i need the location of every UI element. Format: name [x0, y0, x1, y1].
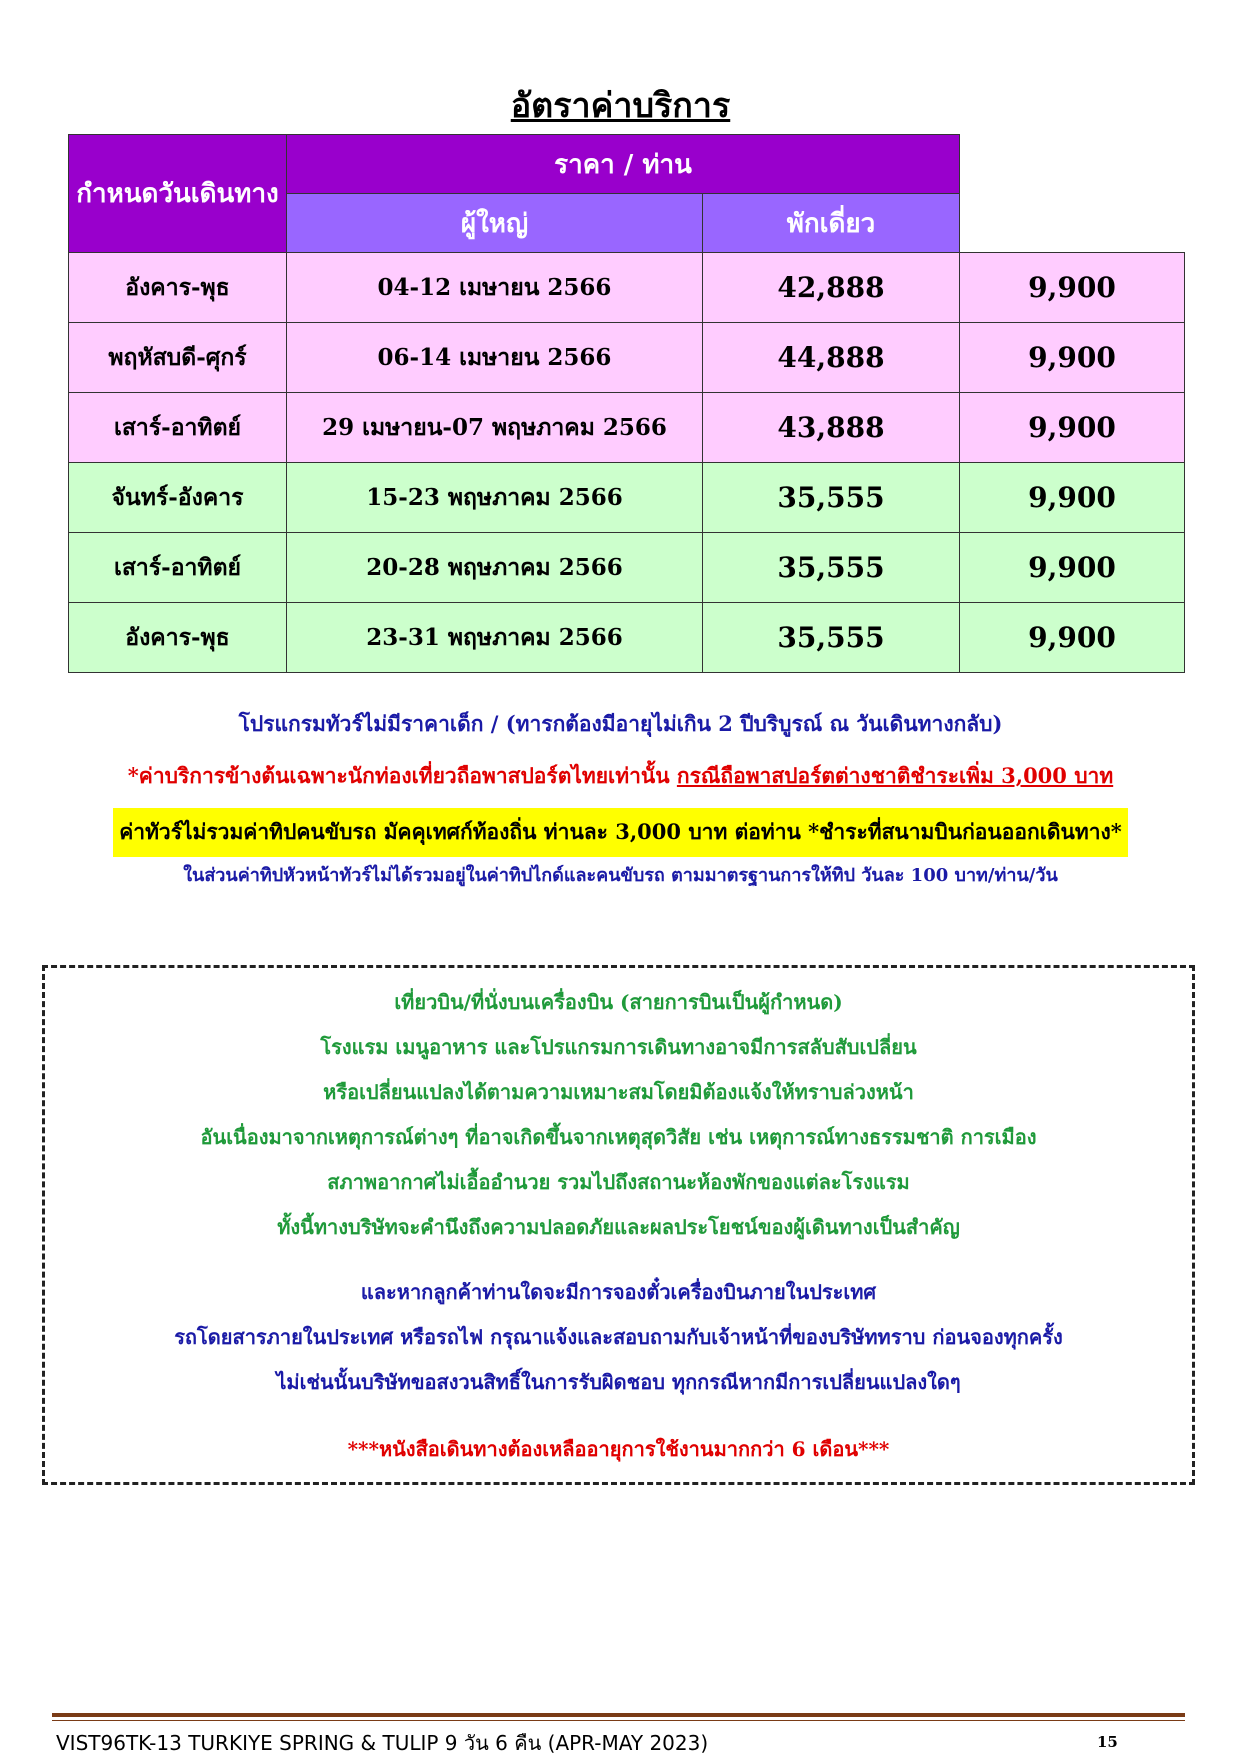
- table-row: [69, 393, 1185, 463]
- condition-line: สภาพอากาศไม่เอื้ออำนวย รวมไปถึงสถานะห้องพักของแต่ละโรงแรม: [327, 1170, 910, 1194]
- row-adult-price: 44,888: [703, 323, 960, 393]
- row-single-price: 9,900: [960, 463, 1185, 533]
- condition-line: อันเนื่องมาจากเหตุการณ์ต่างๆ ที่อาจเกิดขึ้นจากเหตุสุดวิสัย เช่น เหตุการณ์ทางธรรมชาติ การเมือง: [200, 1125, 1037, 1149]
- condition-line: ไม่เช่นนั้นบริษัทขอสงวนสิทธิ์ในการรับผิดชอบ ทุกกรณีหากมีการเปลี่ยนแปลงใดๆ: [276, 1370, 961, 1394]
- row-adult-price: 42,888: [703, 253, 960, 323]
- table-row: [69, 253, 1185, 323]
- passport-note-foreign: กรณีถือพาสปอร์ตต่างชาติชำระเพิ่ม 3,000 บาท: [676, 763, 1114, 788]
- row-adult-price: 35,555: [703, 463, 960, 533]
- footer-divider-thin: [52, 1720, 1185, 1721]
- row-dates: 23-31 พฤษภาคม 2566: [287, 603, 703, 673]
- row-single-price: 9,900: [960, 393, 1185, 463]
- page-title: อัตราค่าบริการ: [510, 86, 731, 126]
- tip-note-highlight: ค่าทัวร์ไม่รวมค่าทิปคนขับรถ มัคคุเทศก์ท้องถิ่น ท่านละ 3,000 บาท ต่อท่าน *ชำระที่สนามบินก่อนออกเดินทาง*: [113, 808, 1128, 857]
- row-dates: 15-23 พฤษภาคม 2566: [287, 463, 703, 533]
- price-table: [68, 134, 1185, 673]
- passport-validity-note: ***หนังสือเดินทางต้องเหลืออายุการใช้งานมากกว่า 6 เดือน***: [347, 1437, 890, 1461]
- row-days: อังคาร-พุธ: [69, 253, 287, 323]
- header-single: พักเดี่ยว: [703, 194, 960, 253]
- condition-line: เที่ยวบิน/ที่นั่งบนเครื่องบิน (สายการบินเป็นผู้กำหนด): [394, 990, 843, 1014]
- condition-line: หรือเปลี่ยนแปลงได้ตามความเหมาะสมโดยมิต้องแจ้งให้ทราบล่วงหน้า: [323, 1080, 914, 1104]
- row-single-price: 9,900: [960, 323, 1185, 393]
- row-single-price: 9,900: [960, 253, 1185, 323]
- header-travel-date: กำหนดวันเดินทาง: [69, 135, 287, 253]
- tip-note-wrapper: [0, 808, 1241, 857]
- row-adult-price: 35,555: [703, 603, 960, 673]
- row-dates: 29 เมษายน-07 พฤษภาคม 2566: [287, 393, 703, 463]
- page-number: 15: [1097, 1733, 1118, 1751]
- table-row: [69, 463, 1185, 533]
- row-days: จันทร์-อังคาร: [69, 463, 287, 533]
- condition-line: โรงแรม เมนูอาหาร และโปรแกรมการเดินทางอาจมีการสลับสับเปลี่ยน: [320, 1035, 917, 1059]
- row-days: เสาร์-อาทิตย์: [69, 533, 287, 603]
- row-dates: 06-14 เมษายน 2566: [287, 323, 703, 393]
- table-row: [69, 603, 1185, 673]
- header-adult: ผู้ใหญ่: [287, 194, 703, 253]
- leader-tip-note: ในส่วนค่าทิปหัวหน้าทัวร์ไม่ได้รวมอยู่ในค่าทิปไกด์และคนขับรถ ตามมาตรฐานการให้ทิป วันละ 100 บาท/ท่าน/วัน: [183, 865, 1058, 886]
- table-row: [69, 323, 1185, 393]
- header-price-per-person: ราคา / ท่าน: [287, 135, 960, 194]
- condition-line: รถโดยสารภายในประเทศ หรือรถไฟ กรุณาแจ้งและสอบถามกับเจ้าหน้าที่ของบริษัททราบ ก่อนจองทุกครั้ง: [174, 1325, 1063, 1349]
- footer-program-code: VIST96TK-13 TURKIYE SPRING & TULIP 9 วัน 6 คืน (APR-MAY 2023): [56, 1731, 709, 1755]
- footer-divider: [52, 1713, 1185, 1717]
- child-price-note: โปรแกรมทัวร์ไม่มีราคาเด็ก / (ทารกต้องมีอายุไม่เกิน 2 ปีบริบูรณ์ ณ วันเดินทางกลับ): [238, 711, 1003, 736]
- passport-note: [0, 760, 1241, 793]
- condition-line: ทั้งนี้ทางบริษัทจะคำนึงถึงความปลอดภัยและผลประโยชน์ของผู้เดินทางเป็นสำคัญ: [277, 1215, 960, 1239]
- row-adult-price: 35,555: [703, 533, 960, 603]
- passport-note-main: *ค่าบริการข้างต้นเฉพาะนักท่องเที่ยวถือพาสปอร์ตไทยเท่านั้น: [127, 763, 677, 788]
- conditions-box: [42, 965, 1195, 1485]
- row-days: พฤหัสบดี-ศุกร์: [69, 323, 287, 393]
- table-row: [69, 533, 1185, 603]
- row-dates: 04-12 เมษายน 2566: [287, 253, 703, 323]
- row-days: เสาร์-อาทิตย์: [69, 393, 287, 463]
- condition-line: และหากลูกค้าท่านใดจะมีการจองตั๋วเครื่องบินภายในประเทศ: [360, 1280, 877, 1304]
- row-single-price: 9,900: [960, 533, 1185, 603]
- row-days: อังคาร-พุธ: [69, 603, 287, 673]
- row-dates: 20-28 พฤษภาคม 2566: [287, 533, 703, 603]
- row-adult-price: 43,888: [703, 393, 960, 463]
- row-single-price: 9,900: [960, 603, 1185, 673]
